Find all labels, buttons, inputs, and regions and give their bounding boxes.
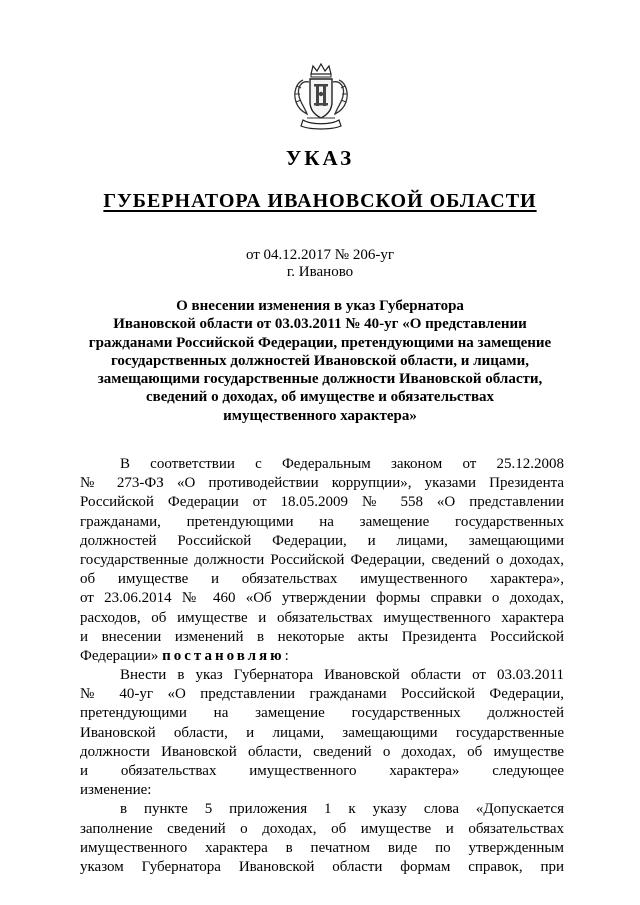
decree-body bbox=[80, 455, 564, 877]
body-line: заполнение сведений о доходах, об имуществе и обязательствах bbox=[80, 820, 564, 837]
body-line: государственные должности Российской Федерации, сведений о доходах, bbox=[80, 551, 564, 568]
heading-line: сведений о доходах, об имуществе и обязательствах bbox=[145, 389, 495, 406]
body-line: и обязательствах имущественного характера» следующее bbox=[80, 763, 564, 779]
body-line: гражданами, претендующими на замещение государственных bbox=[80, 513, 564, 530]
body-line: об имуществе и обязательствах имущественного характера», bbox=[80, 571, 564, 588]
body-line: расходов, об имуществе и обязательствах имущественного характера bbox=[80, 609, 564, 626]
document-type-title: УКАЗ bbox=[285, 146, 355, 170]
issuer-title-text: ГУБЕРНАТОРА ИВАНОВСКОЙ ОБЛАСТИ bbox=[103, 190, 537, 212]
issuer-title bbox=[0, 190, 640, 213]
decree-city: г. Иваново bbox=[286, 264, 354, 280]
heading-line: замещающими государственные должности Ивановской области, bbox=[97, 371, 543, 388]
decree-date-number: от 04.12.2017 № 206-уг bbox=[245, 247, 395, 263]
body-line: в пункте 5 приложения 1 к указу слова «Допускается bbox=[120, 801, 564, 818]
body-line: от 23.06.2014 № 460 «Об утверждении формы справки о доходах, bbox=[80, 590, 564, 607]
body-line: Российской Федерации от 18.05.2009 № 558 «О представлении bbox=[80, 494, 564, 511]
heading-line: государственных должностей Ивановской области, и лицами, bbox=[110, 352, 530, 369]
coat-of-arms-icon bbox=[289, 62, 353, 132]
body-line-resolution bbox=[80, 647, 564, 666]
heading-line: гражданами Российской Федерации, претендующими на замещение bbox=[88, 334, 552, 351]
resolution-suffix: : bbox=[284, 647, 289, 664]
body-line: указом Губернатора Ивановской области формам справок, при bbox=[80, 858, 564, 875]
heading-line: О внесении изменения в указ Губернатора bbox=[176, 298, 464, 314]
decree-heading bbox=[80, 297, 560, 425]
body-line: должности Ивановской области, сведений о доходах, об имуществе bbox=[80, 743, 564, 760]
heading-line: имущественного характера» bbox=[223, 407, 417, 424]
heading-line: Ивановской области от 03.03.2011 № 40-уг «О представлении bbox=[113, 316, 527, 333]
body-line: изменение: bbox=[80, 782, 152, 799]
resolution-keyword: постановляю bbox=[162, 647, 285, 664]
body-line: претендующими на замещение государственных должностей bbox=[80, 705, 564, 722]
body-line: и внесении изменений в некоторые акты Президента Российской bbox=[80, 628, 564, 645]
body-line: № 40-уг «О представлении гражданами Российской Федерации, bbox=[80, 686, 564, 703]
body-line: Внести в указ Губернатора Ивановской области от 03.03.2011 bbox=[120, 667, 564, 684]
body-line: имущественного характера в печатном виде по утвержденным bbox=[80, 839, 564, 856]
body-line: Ивановской области, и лицами, замещающими государственные bbox=[80, 724, 564, 741]
body-line: должностей Российской Федерации, и лицами, замещающими bbox=[80, 532, 564, 549]
body-line: № 273-ФЗ «О противодействии коррупции», указами Президента bbox=[80, 475, 564, 492]
resolution-prefix: Федерации» bbox=[80, 647, 163, 664]
body-line: В соответствии с Федеральным законом от 25.12.2008 bbox=[120, 456, 564, 472]
